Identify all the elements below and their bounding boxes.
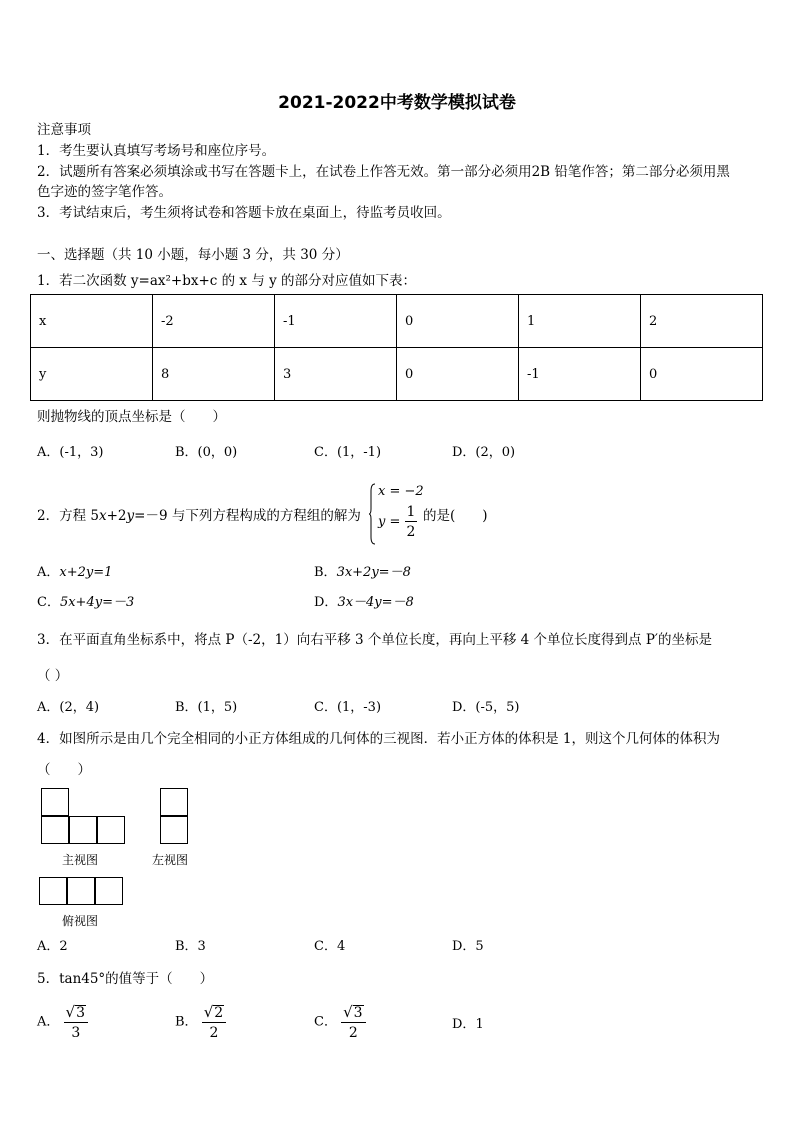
- table-cell: -2: [153, 295, 275, 348]
- fraction-denominator: 3: [71, 1025, 81, 1041]
- brace-icon: [369, 483, 375, 545]
- option-expression: 3x+2y=－8: [336, 565, 411, 580]
- q4-stem: 4．如图所示是由几个完全相同的小正方体组成的几何体的三视图．若小正方体的体积是 1，则这个几何体的体积为: [37, 731, 720, 747]
- radical-icon: √: [343, 1003, 353, 1021]
- q1-option-b: B．(0，0): [175, 445, 238, 460]
- table-cell: 2: [641, 295, 763, 348]
- q5-option-b: [175, 1005, 226, 1040]
- table-cell: -1: [275, 295, 397, 348]
- fraction-numerator: [64, 1005, 88, 1023]
- q5-option-a: [37, 1005, 88, 1040]
- cube-square: [67, 877, 95, 905]
- cube-square: [97, 816, 125, 844]
- top-view-caption: 俯视图: [62, 914, 99, 928]
- notice-item: 1．考生要认真填写考场号和座位序号。: [37, 143, 276, 159]
- q2-stem-text: 2．方程 5: [37, 508, 99, 524]
- section-heading: 一、选择题（共 10 小题，每小题 3 分，共 30 分）: [37, 247, 349, 263]
- cube-square: [95, 877, 123, 905]
- q2-var-x: x: [98, 508, 107, 524]
- front-view-caption: 主视图: [62, 853, 99, 867]
- q1-option-d: D．(2，0): [452, 445, 516, 460]
- sqrt-fraction: [64, 1005, 88, 1040]
- table-cell: x: [31, 295, 153, 348]
- cube-square: [41, 816, 69, 844]
- q5-option-d: [452, 1015, 484, 1035]
- q4-paren: （ ）: [37, 762, 91, 778]
- q2-option-d: [314, 593, 414, 613]
- table-cell: 1: [519, 295, 641, 348]
- q3-option-d: D．(-5，5): [452, 700, 520, 715]
- fraction-denominator: 2: [348, 1025, 358, 1041]
- fraction: [405, 505, 418, 539]
- sqrt-fraction: [202, 1005, 226, 1040]
- q4-option-d: D．5: [452, 939, 484, 954]
- fraction-denominator: 2: [406, 524, 416, 540]
- option-label: C．: [314, 1014, 337, 1030]
- cube-square: [69, 816, 97, 844]
- q2-var-y: y: [126, 508, 135, 524]
- q2-stem-text: =－9 与下列方程构成的方程组的解为: [134, 508, 361, 524]
- option-expression: 5x+4y=－3: [59, 595, 135, 610]
- page-title: 2021-2022中考数学模拟试卷: [278, 93, 516, 113]
- q2-stem-text: +2: [106, 508, 127, 524]
- table-cell: 0: [397, 348, 519, 401]
- radicand: 3: [76, 1005, 86, 1021]
- q4-option-a: A．2: [37, 939, 68, 954]
- table-row: [31, 348, 763, 401]
- q3-option-a: A．(2，4): [37, 700, 100, 715]
- option-expression: 3x－4y=－8: [337, 595, 414, 610]
- option-label: A．: [37, 1014, 60, 1030]
- option-label: D．: [452, 1017, 476, 1032]
- option-label: B．: [314, 565, 337, 580]
- system-eq-1: x = −2: [378, 484, 424, 499]
- notice-heading: 注意事项: [37, 122, 91, 138]
- table-cell: 0: [397, 295, 519, 348]
- q1-ask: 则抛物线的顶点坐标是（ ）: [37, 409, 226, 425]
- q3-option-b: B．(1，5): [175, 700, 238, 715]
- fraction-numerator: [341, 1005, 365, 1023]
- option-label: C．: [37, 595, 60, 610]
- radical-icon: √: [203, 1003, 214, 1021]
- table-cell: -1: [519, 348, 641, 401]
- q3-option-c: C．(1，-3): [314, 700, 382, 715]
- radical-icon: √: [65, 1003, 76, 1021]
- system-eq-2: [378, 505, 417, 539]
- radicand: 3: [353, 1005, 363, 1021]
- q1-option-a: A．(-1，3): [37, 445, 104, 460]
- q1-stem: 1．若二次函数 y=ax²+bx+c 的 x 与 y 的部分对应值如下表：: [37, 273, 417, 289]
- value-table: [30, 294, 763, 401]
- notice-item: 3．考试结束后，考生须将试卷和答题卡放在桌面上，待监考员收回。: [37, 205, 451, 221]
- q5-option-c: [314, 1005, 366, 1040]
- q2-stem-tail: 的是( ): [423, 508, 488, 524]
- option-value: 1: [475, 1017, 484, 1032]
- cube-square: [39, 877, 67, 905]
- option-label: B．: [175, 1014, 198, 1030]
- table-cell: 8: [153, 348, 275, 401]
- q3-stem: 3．在平面直角坐标系中，将点 P（-2，1）向右平移 3 个单位长度，再向上平移 4 个单位长度得到点 P′的坐标是: [37, 632, 712, 648]
- notice-item: 色字迹的签字笔作答。: [37, 184, 172, 200]
- notice-item: 2．试题所有答案必须填涂或书写在答题卡上，在试卷上作答无效。第一部分必须用2B 铅笔作答；第二部分必须用黑: [37, 164, 730, 180]
- option-label: A．: [37, 565, 60, 580]
- fraction-denominator: 2: [209, 1025, 219, 1041]
- q1-option-c: C．(1，-1): [314, 445, 382, 460]
- sqrt-fraction: [341, 1005, 365, 1040]
- q2-stem: [37, 506, 361, 526]
- table-cell: 0: [641, 348, 763, 401]
- table-row: [31, 295, 763, 348]
- option-expression: x+2y=1: [59, 565, 113, 580]
- q3-paren: （ ）: [37, 668, 69, 684]
- fraction-numerator: 1: [406, 504, 416, 520]
- cube-square: [41, 788, 69, 816]
- radicand: 2: [214, 1005, 224, 1021]
- cube-square: [160, 788, 188, 816]
- option-label: D．: [314, 595, 338, 610]
- table-cell: y: [31, 348, 153, 401]
- q4-option-b: B．3: [175, 939, 206, 954]
- fraction-numerator: [202, 1005, 226, 1023]
- q2-option-a: [37, 563, 112, 583]
- q5-stem: 5．tan45°的值等于（ ）: [37, 971, 214, 987]
- q4-option-c: C．4: [314, 939, 346, 954]
- system-y: y =: [378, 514, 401, 530]
- cube-square: [160, 816, 188, 844]
- q2-option-c: [37, 593, 134, 613]
- table-cell: 3: [275, 348, 397, 401]
- left-view-caption: 左视图: [152, 853, 189, 867]
- q2-option-b: [314, 563, 411, 583]
